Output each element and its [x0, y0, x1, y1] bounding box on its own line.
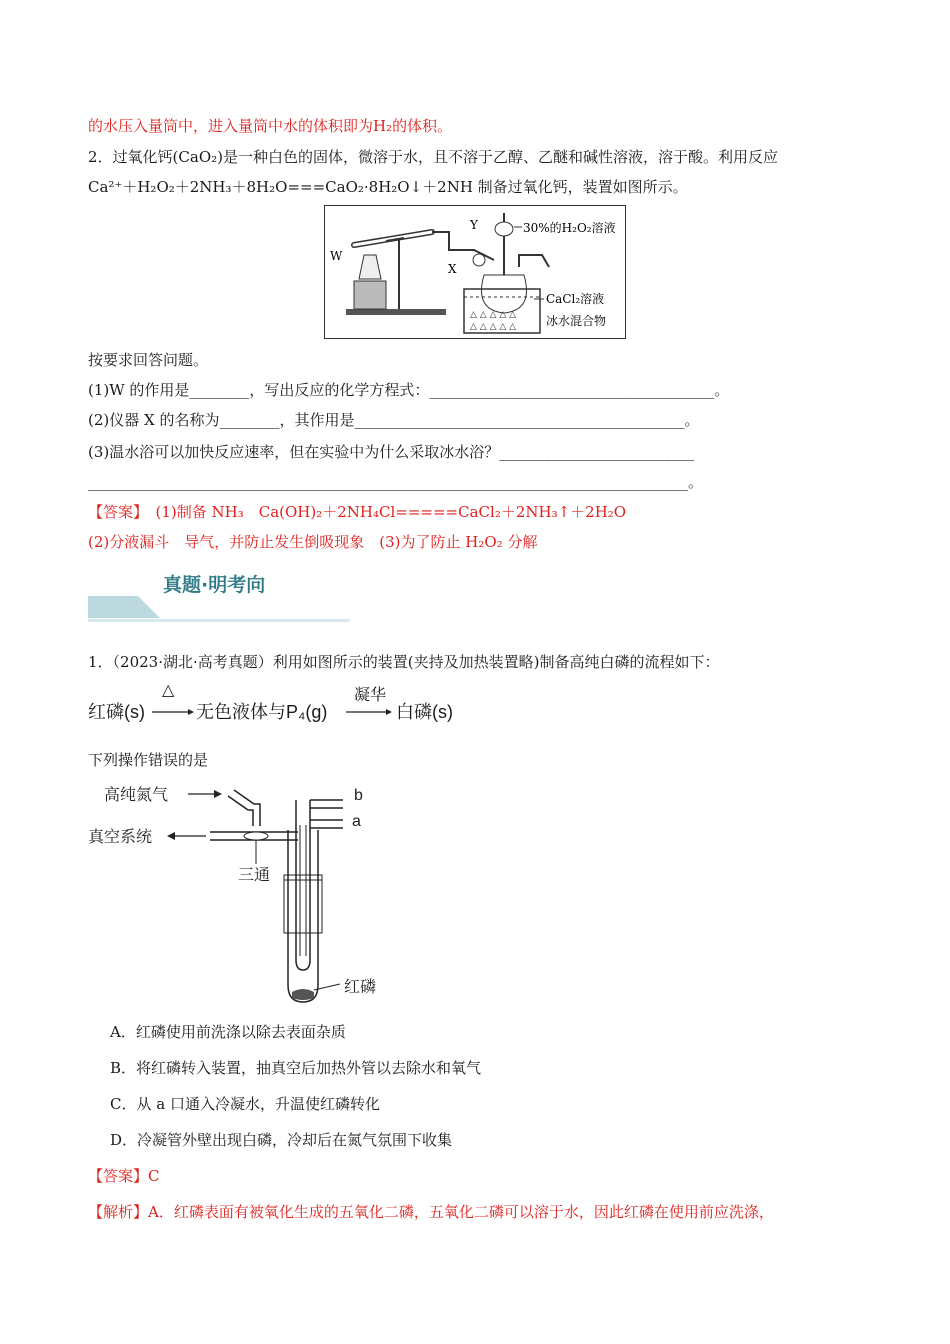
q2-answer-line1: 【答案】 (1)制备 NH₃ Ca(OH)₂＋2NH₄Cl=====CaCl₂＋2NH₃↑＋2H₂O	[88, 503, 627, 521]
q1-ask: 下列操作错误的是	[88, 751, 209, 769]
q2-answer-line2: (2)分液漏斗 导气，并防止发生倒吸现象 (3)为了防止 H₂O₂ 分解	[88, 533, 538, 551]
q1-option-a: A．红磷使用前洗涤以除去表面杂质	[110, 1023, 346, 1041]
q2-sub3: (3)温水浴可以加快反应速率，但在实验中为什么采取冰水浴？__________________________	[88, 443, 695, 461]
q2-apparatus-figure	[324, 205, 626, 339]
label-n2: 高纯氮气	[104, 787, 169, 804]
label-y: Y	[470, 218, 478, 232]
label-three-way: 三通	[238, 867, 271, 884]
heating-block	[354, 281, 386, 309]
flow-cond2: 凝华	[354, 687, 387, 704]
flow-cond1: △	[162, 682, 175, 699]
label-a: a	[352, 813, 361, 830]
label-x: X	[448, 262, 457, 276]
flow-start: 红磷(s)	[88, 702, 145, 722]
stand-base	[346, 309, 446, 315]
q1-stem: 1．（2023·湖北·高考真题）利用如图所示的装置(夹持及加热装置略)制备高纯白磷的流程如下：	[88, 653, 720, 671]
q2-sub3-continued: ________________________________________________________________________________。	[88, 473, 704, 491]
q1-flow	[88, 682, 508, 726]
q2-sub1: (1)W 的作用是________，写出反应的化学方程式：______________________________________。	[88, 381, 730, 399]
q1-option-b: B．将红磷转入装置，抽真空后加热外管以去除水和氧气	[110, 1059, 482, 1077]
flow-end: 白磷(s)	[396, 702, 453, 722]
label-vacuum: 真空系统	[88, 829, 153, 846]
section-title: 真题·明考向	[163, 574, 266, 596]
label-red-phosphorus: 红磷	[344, 979, 377, 996]
label-w: W	[330, 249, 343, 263]
svg-text:△ △ △ △ △: △ △ △ △ △	[470, 322, 517, 332]
q1-answer: 【答案】C	[88, 1167, 160, 1185]
q1-option-d: D．冷凝管外壁出现白磷，冷却后在氮气氛围下收集	[110, 1131, 453, 1149]
q2-stem-line1: 2．过氧化钙(CaO₂)是一种白色的固体，微溶于水，且不溶于乙醇、乙醚和碱性溶液，溶于酸。利用反应	[88, 148, 778, 166]
flow-arrow-2	[346, 708, 392, 716]
previous-answer-tail: 的水压入量筒中，进入量筒中水的体积即为H₂的体积。	[88, 117, 453, 135]
flow-mid: 无色液体与P₄(g)	[196, 702, 328, 722]
label-ice: 冰水混合物	[546, 314, 607, 328]
label-cacl2: CaCl₂溶液	[546, 292, 605, 306]
flow-arrow-1	[152, 708, 194, 716]
label-h2o2: 30%的H₂O₂溶液	[523, 221, 616, 235]
label-b: b	[354, 787, 363, 804]
q1-option-c: C．从 a 口通入冷凝水，升温使红磷转化	[110, 1095, 380, 1113]
q2-prompt: 按要求回答问题。	[88, 351, 209, 369]
q2-sub2: (2)仪器 X 的名称为________，其作用是____________________________________________。	[88, 411, 700, 429]
q1-condenser-figure	[88, 780, 398, 1005]
svg-text:△ △ △ △ △: △ △ △ △ △	[470, 310, 517, 320]
q1-analysis: 【解析】A．红磷表面有被氧化生成的五氧化二磷，五氧化二磷可以溶于水，因此红磷在使用前应洗涤，	[88, 1203, 774, 1221]
q2-stem-line2: Ca²⁺＋H₂O₂＋2NH₃＋8H₂O===CaO₂·8H₂O↓＋2NH 制备过氧化钙，装置如图所示。	[88, 178, 688, 196]
